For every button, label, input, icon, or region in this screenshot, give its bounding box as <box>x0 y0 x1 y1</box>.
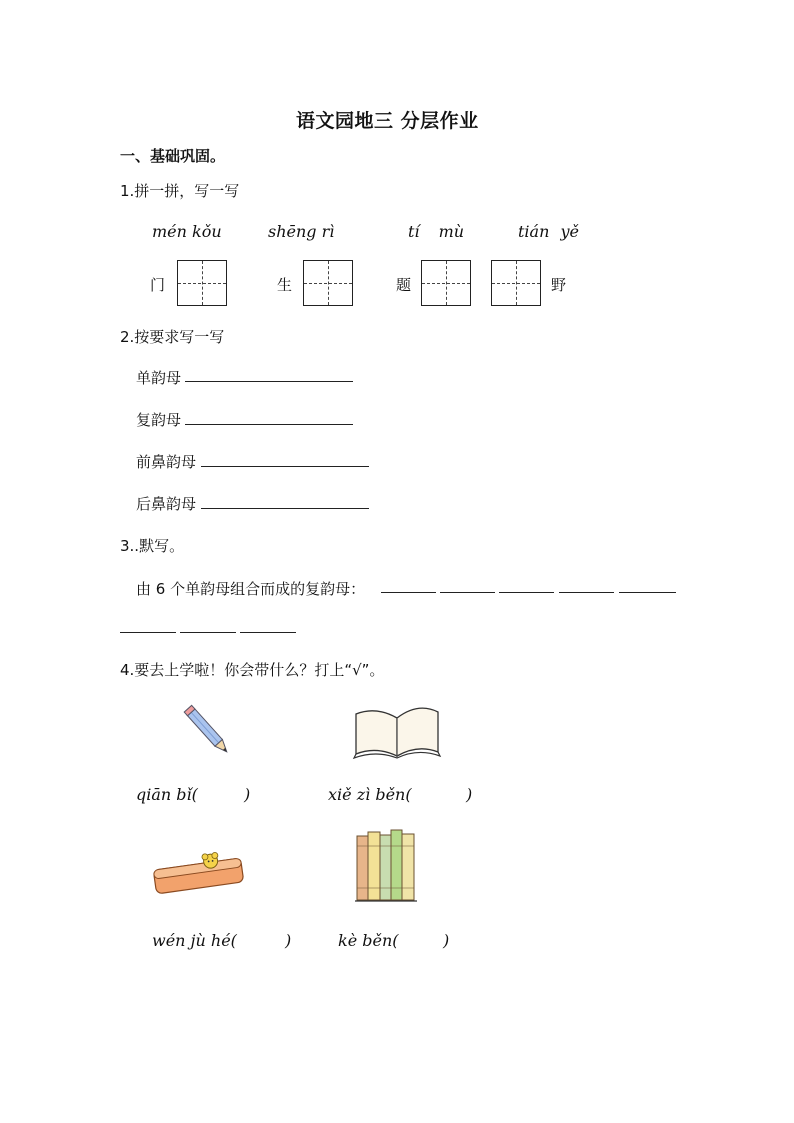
writing-grid-3[interactable] <box>421 260 471 306</box>
pinyin-ti-mu: tí mù <box>408 222 465 241</box>
answer-line-1[interactable] <box>185 381 353 382</box>
writing-grid-4[interactable] <box>491 260 541 306</box>
question-4-label: 4.要去上学啦！你会带什么？打上“√”。 <box>120 661 385 679</box>
item-fu-yunmu: 复韵母 <box>136 411 182 429</box>
writing-grid-1[interactable] <box>177 260 227 306</box>
notebook-icon <box>352 700 442 762</box>
pinyin-xie-zi-ben: xiě zì běn( <box>328 785 412 804</box>
item-qianbi-yunmu: 前鼻韵母 <box>136 453 197 471</box>
blank-3[interactable] <box>499 592 554 593</box>
question-3-prompt: 由 6 个单韵母组合而成的复韵母： <box>136 580 366 598</box>
char-ye: 野 <box>551 276 567 294</box>
close-paren-1[interactable]: ) <box>244 785 251 804</box>
section-heading: 一、基础巩固。 <box>120 147 226 165</box>
blank-1[interactable] <box>381 592 436 593</box>
close-paren-3[interactable]: ) <box>285 931 292 950</box>
pencil-icon <box>176 700 240 762</box>
answer-line-4[interactable] <box>201 508 369 509</box>
answer-line-2[interactable] <box>185 424 353 425</box>
char-sheng: 生 <box>277 276 293 294</box>
item-houbi-yunmu: 后鼻韵母 <box>136 495 197 513</box>
pinyin-tian-ye: tián yě <box>518 222 579 241</box>
pinyin-men-kou: mén kǒu <box>152 222 222 241</box>
question-2-label: 2.按要求写一写 <box>120 328 225 346</box>
close-paren-4[interactable]: ) <box>443 931 450 950</box>
blank-8[interactable] <box>240 632 296 633</box>
item-dan-yunmu: 单韵母 <box>136 369 182 387</box>
blank-6[interactable] <box>120 632 176 633</box>
pinyin-wen-ju-he: wén jù hé( <box>152 931 237 950</box>
writing-grid-2[interactable] <box>303 260 353 306</box>
answer-line-3[interactable] <box>201 466 369 467</box>
close-paren-2[interactable]: ) <box>466 785 473 804</box>
blank-7[interactable] <box>180 632 236 633</box>
blank-2[interactable] <box>440 592 495 593</box>
page-title: 语文园地三 分层作业 <box>296 110 479 132</box>
pinyin-qian-bi: qiān bǐ( <box>136 785 198 804</box>
pencil-case-icon <box>150 848 246 896</box>
pinyin-sheng-ri: shēng rì <box>268 222 335 241</box>
question-1-label: 1.拼一拼，写一写 <box>120 182 240 200</box>
char-ti: 题 <box>396 276 412 294</box>
char-men: 门 <box>150 276 166 294</box>
question-3-label: 3..默写。 <box>120 537 185 555</box>
blank-5[interactable] <box>619 592 676 593</box>
blank-4[interactable] <box>559 592 614 593</box>
textbooks-icon <box>353 826 419 906</box>
pinyin-ke-ben: kè běn( <box>338 931 399 950</box>
